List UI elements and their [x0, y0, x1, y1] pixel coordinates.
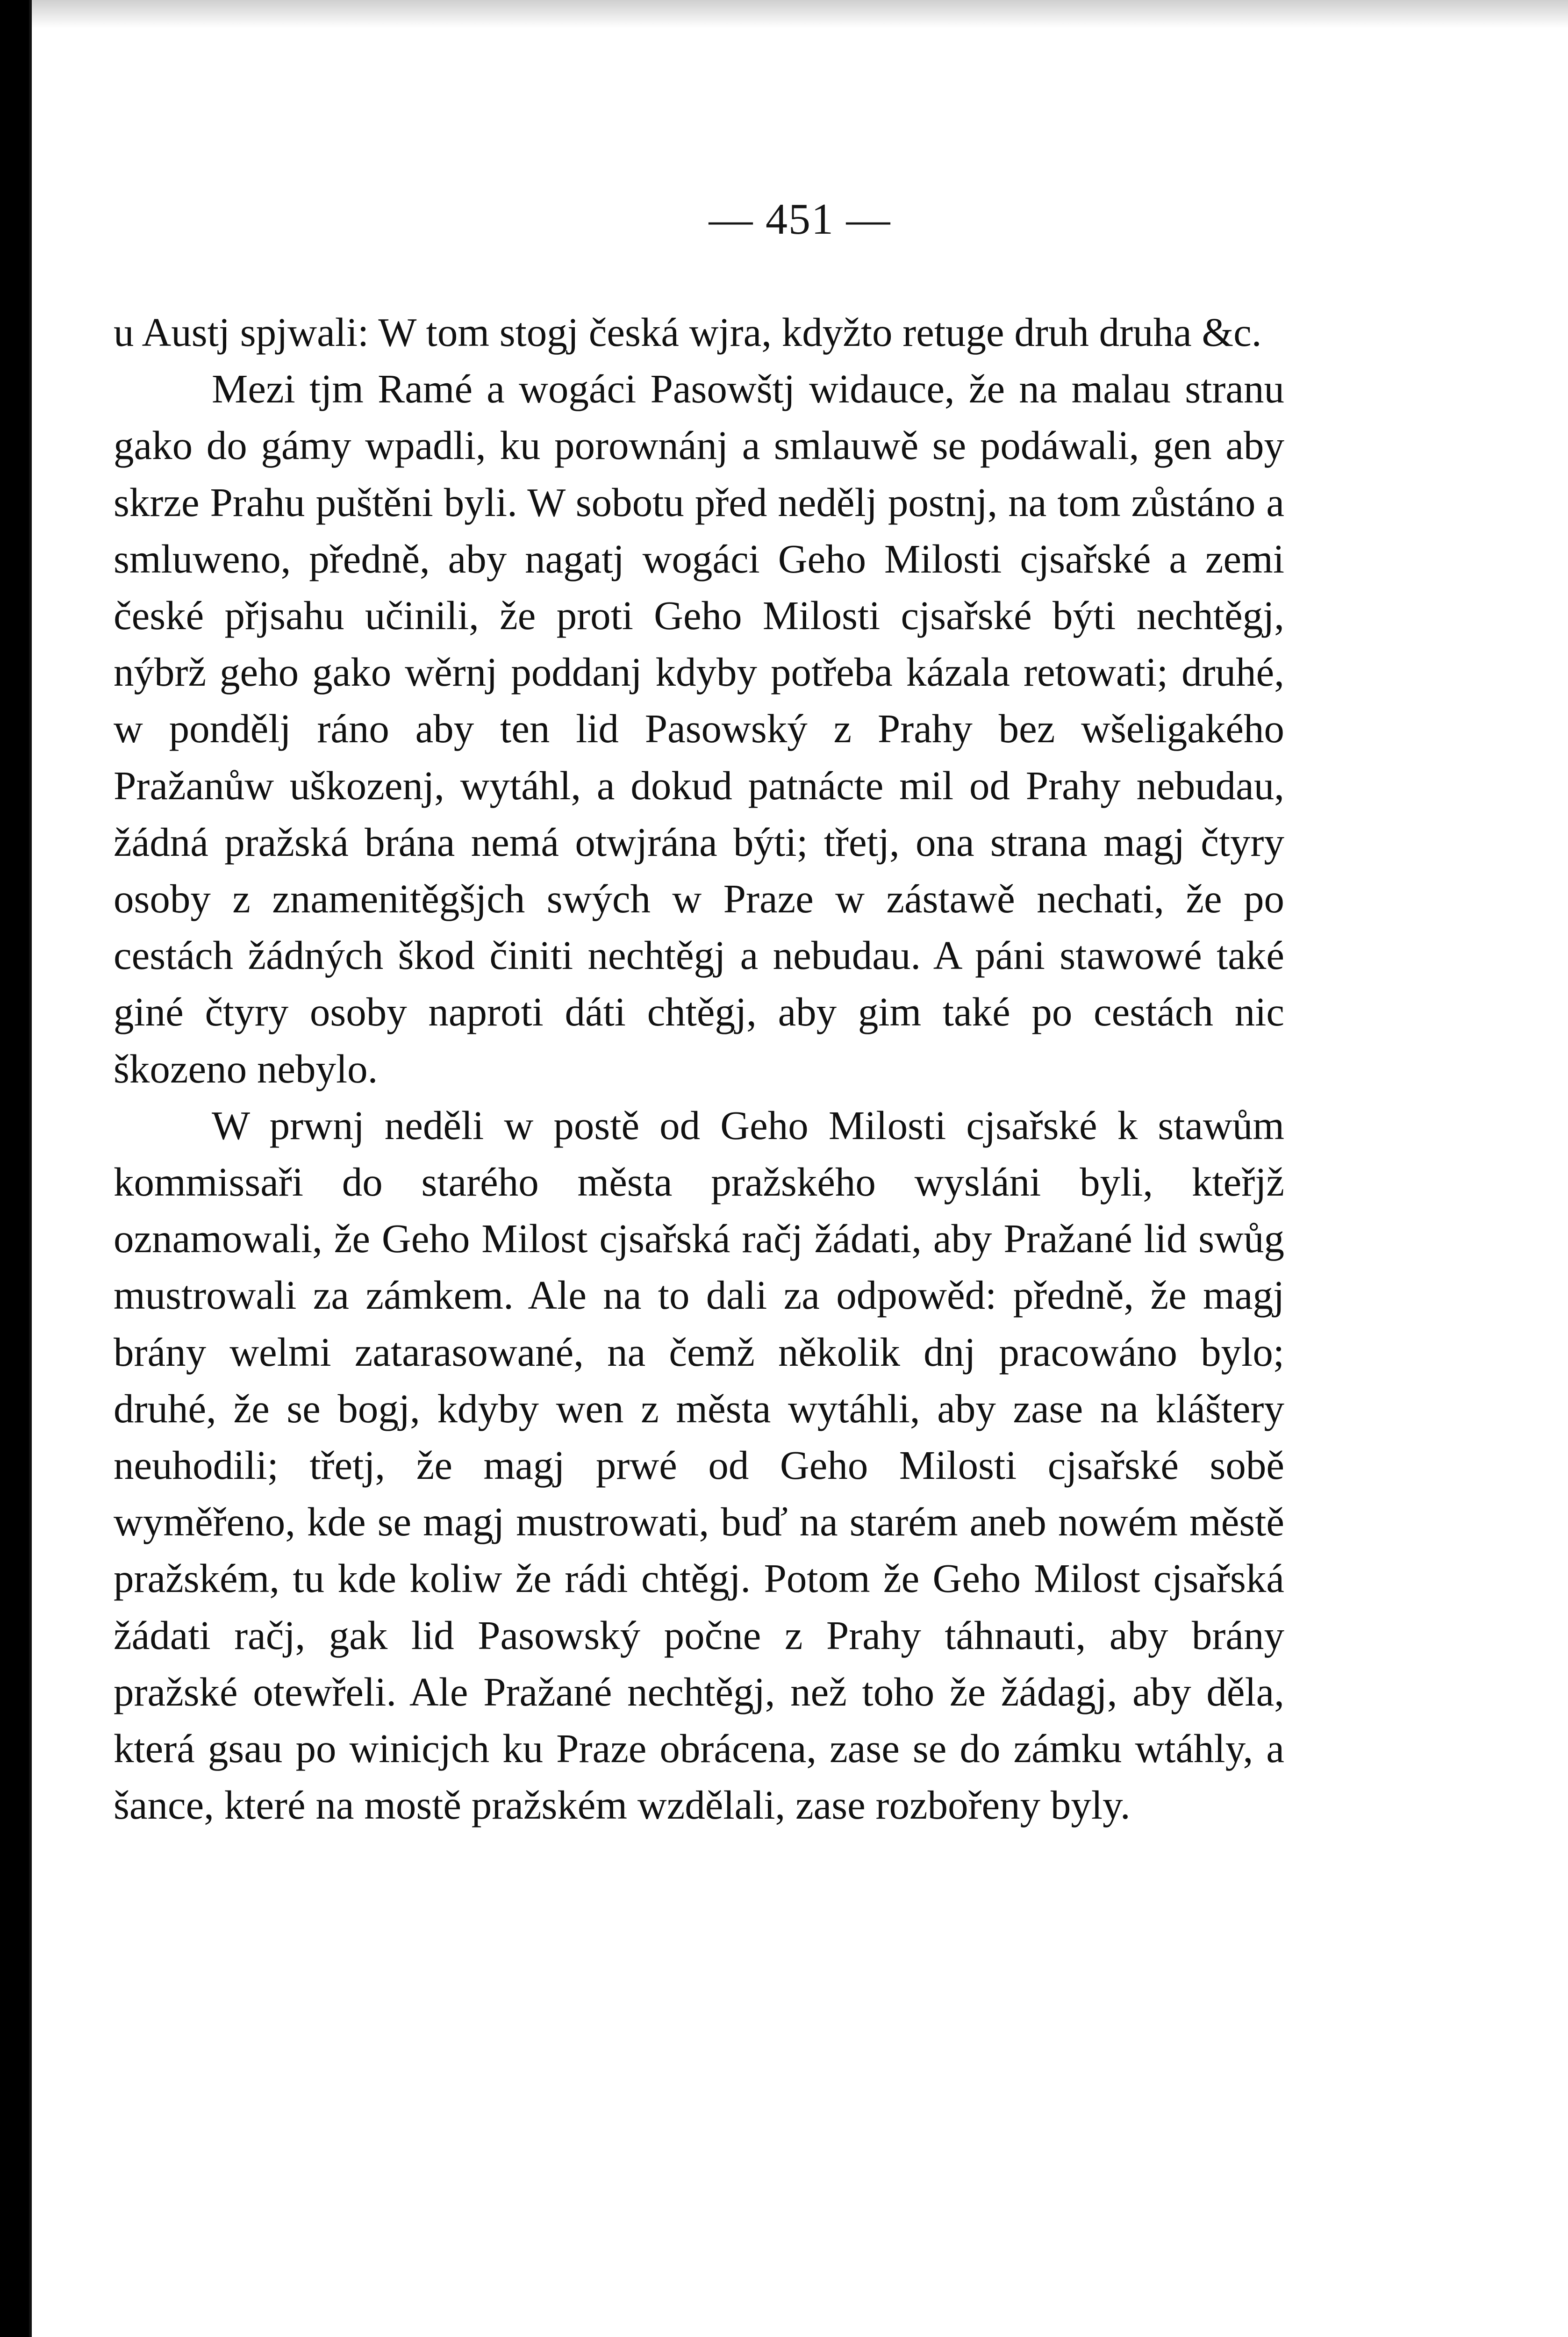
- page-body: [114, 304, 1284, 1833]
- paragraph-2: Mezi tjm Ramé a wogáci Pasowštj widauce, že na malau stranu gako do gámy wpadli, ku porownánj a smlauwě se podáwali, gen aby skrze Prahu puštěni byli. W sobotu před nedělj postnj, na tom zůstáno a smluweno, předně, aby nagatj wogáci Geho Milosti cjsařské a zemi české přjsahu učinili, že proti Geho Milosti cjsařské býti nechtěgj, nýbrž geho gako wěrnj poddanj kdyby potřeba kázala retowati; druhé, w pondělj ráno aby ten lid Pasowský z Prahy bez wšeligakého Pražanůw uškozenj, wytáhl, a dokud patnácte mil od Prahy nebudau, žádná pražská brána nemá otwjrána býti; třetj, ona strana magj čtyry osoby z znamenitěgšjch swých w Praze w zástawě nechati, že po cestách žádných škod činiti nechtěgj a nebudau. A páni stawowé také giné čtyry osoby naproti dáti chtěgj, aby gim také po cestách nic škozeno nebylo.: [114, 366, 1284, 1091]
- page-number-header: — 451 —: [709, 195, 891, 244]
- book-page: [29, 0, 1568, 2337]
- page-top-edge: [32, 0, 1568, 28]
- paragraph-continuation: u Austj spjwali: W tom stogj česká wjra, kdyžto retuge druh druha &c.: [114, 309, 1262, 355]
- paragraph-3: W prwnj neděli w postě od Geho Milosti cjsařské k stawům kommissaři do starého města pražského wysláni byli, kteřjž oznamowali, že Geho Milost cjsařská račj žádati, aby Pražané lid swůg mustrowali za zámkem. Ale na to dali za odpowěd: předně, že magj brány welmi zatarasowané, na čemž několik dnj pracowáno bylo; druhé, že se bogj, kdyby wen z města wytáhli, aby zase na kláštery neuhodili; třetj, že magj prwé od Geho Milosti cjsařské sobě wyměřeno, kde se magj mustrowati, buď na starém aneb nowém městě pražském, tu kde koliw že rádi chtěgj. Potom že Geho Milost cjsařská žádati račj, gak lid Pasowský počne z Prahy táhnauti, aby brány pražské otewřeli. Ale Pražané nechtěgj, než toho že žádagj, aby děla, která gsau po winicjch ku Praze obrácena, zase se do zámku wtáhly, a šance, které na mostě pražském wzdělali, zase rozbořeny byly.: [114, 1102, 1284, 1828]
